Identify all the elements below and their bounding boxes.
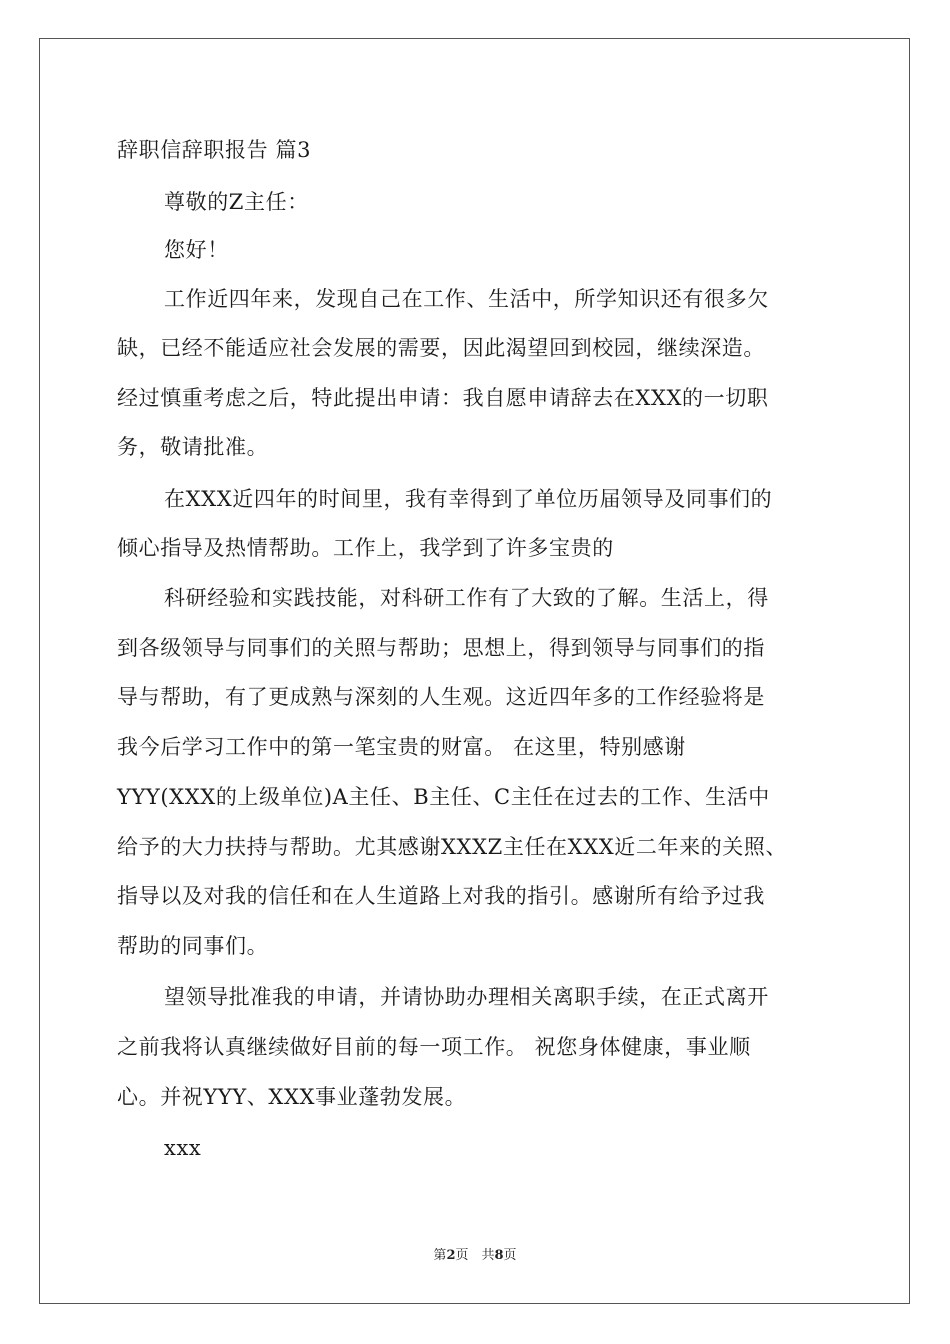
body-line: 帮助的同事们。 — [117, 934, 269, 958]
page-suffix: 页 — [503, 1248, 517, 1263]
body-line: 工作近四年来，发现自己在工作、生活中，所学知识还有很多欠 — [164, 287, 769, 311]
body-line: 科研经验和实践技能，对科研工作有了大致的了解。生活上，得 — [164, 586, 769, 610]
document-title: 辞职信辞职报告 篇3 — [117, 138, 312, 162]
body-line: 我今后学习工作中的第一笔宝贵的财富。 在这里，特别感谢 — [117, 735, 686, 759]
body-line: 之前我将认真继续做好目前的每一项工作。 祝您身体健康，事业顺 — [117, 1035, 751, 1059]
greeting: 您好！ — [164, 238, 229, 262]
body-line: 务，敬请批准。 — [117, 435, 269, 459]
page-total: 8 — [494, 1248, 504, 1263]
body-line: 在XXX近四年的时间里，我有幸得到了单位历届领导及同事们的 — [164, 487, 773, 511]
page-current: 2 — [446, 1248, 456, 1263]
body-line: 给予的大力扶持与帮助。尤其感谢XXXZ主任在XXX近二年来的关照、 — [117, 835, 788, 859]
page-mid: 页 共 — [455, 1248, 495, 1263]
body-line: 倾心指导及热情帮助。工作上，我学到了许多宝贵的 — [117, 536, 614, 560]
salutation: 尊敬的Z主任： — [164, 190, 309, 214]
page-border — [39, 38, 910, 1304]
body-line: 心。并祝YYY、XXX事业蓬勃发展。 — [117, 1085, 467, 1109]
page-prefix: 第 — [433, 1248, 447, 1263]
page-footer — [0, 1247, 950, 1265]
body-line: 导与帮助，有了更成熟与深刻的人生观。这近四年多的工作经验将是 — [117, 685, 765, 709]
body-line: YYY(XXX的上级单位)A主任、B主任、C主任在过去的工作、生活中 — [117, 785, 770, 809]
body-line: 望领导批准我的申请，并请协助办理相关离职手续，在正式离开 — [164, 985, 769, 1009]
body-line: 到各级领导与同事们的关照与帮助；思想上，得到领导与同事们的指 — [117, 636, 765, 660]
body-line: 指导以及对我的信任和在人生道路上对我的指引。感谢所有给予过我 — [117, 884, 765, 908]
body-line: 经过慎重考虑之后，特此提出申请：我自愿申请辞去在XXX的一切职 — [117, 386, 769, 410]
body-line: 缺，已经不能适应社会发展的需要，因此渴望回到校园，继续深造。 — [117, 336, 765, 360]
signature: xxx — [164, 1136, 202, 1160]
